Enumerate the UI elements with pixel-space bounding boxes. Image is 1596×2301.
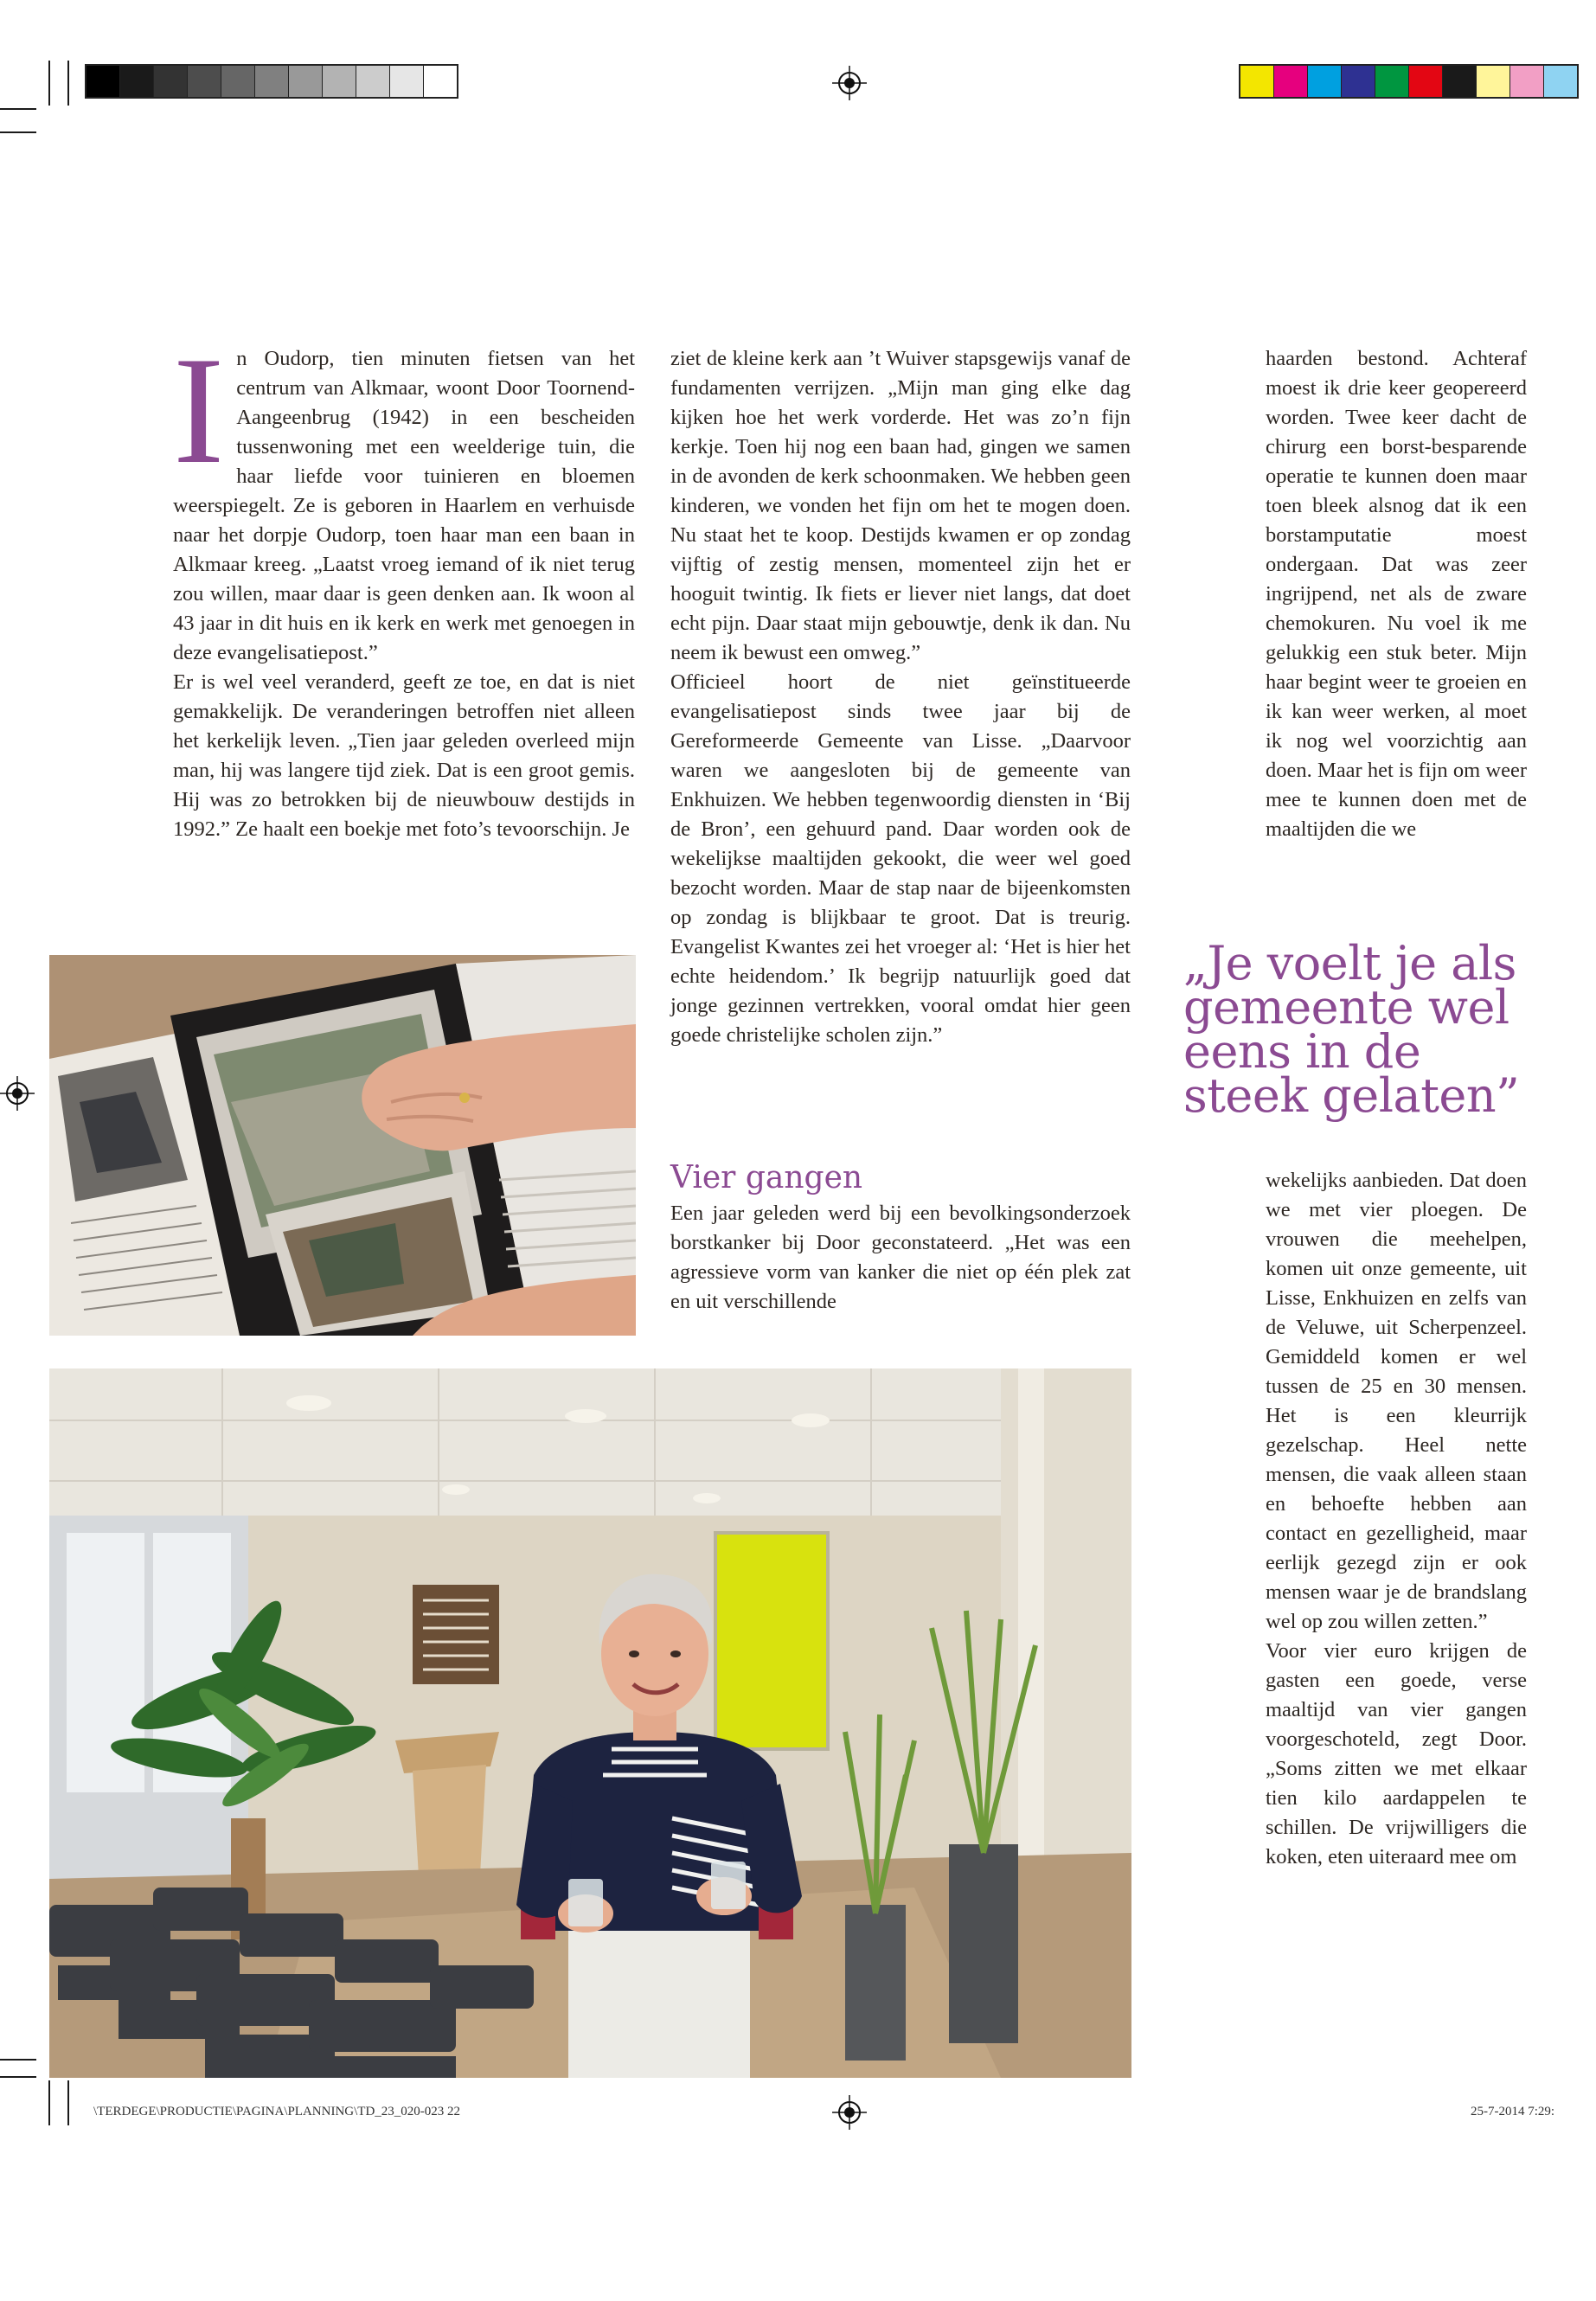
color-swatch-9 [1544,66,1577,97]
pull-quote: „Je voelt je als gemeente wel eens in de steek gelaten” [1183,936,1520,1123]
color-swatch-6 [1443,66,1477,97]
registration-mark-bottom [832,2095,867,2130]
color-swatch-1 [1274,66,1308,97]
process-colorbar [1239,64,1579,99]
gray-swatch-2 [154,66,188,97]
article-column-2b [670,1199,1131,1317]
grayscale-colorbar [85,64,458,99]
article-column-1 [173,324,635,844]
color-swatch-2 [1308,66,1342,97]
paragraph: Een jaar geleden werd bij een bevolkingsonderzoek borstkanker bij Door geconstateerd. „Het was een agressieve vorm van kanker die niet op één plek zat en uit verschillende [670,1202,1131,1313]
registration-mark-left [0,1076,35,1111]
paragraph: ziet de kleine kerk aan ’t Wuiver stapsgewijs vanaf de fundamenten verrijzen. „Mijn man ging elke dag kijken hoe het werk vorderde. Het was zo’n fijn kerkje. Toen hij nog een baan had, gingen we samen in de avonden de kerk schoonmaken. We hebben geen kinderen, we vonden het fijn om het te mogen doen. Nu staat het te koop. Destijds kwamen er op zondag vijftig of zestig mensen, momenteel zijn het er hooguit twintig. Ik fiets er liever niet langs, dat doet echt pijn. Daar staat mijn gebouwtje, denk ik dan. Nu neem ik bewust een omweg.” [670,347,1131,664]
gray-swatch-0 [87,66,120,97]
gray-swatch-9 [390,66,424,97]
article-column-2 [670,344,1131,1050]
color-swatch-0 [1240,66,1274,97]
gray-swatch-5 [255,66,289,97]
paragraph: haarden bestond. Achteraf moest ik drie keer geopereerd worden. Twee keer dacht de chirurg een borst-besparende operatie te kunnen doen maar toen bleek alsnog dat ik een borstamputatie moest ondergaan. Dat was zeer ingrijpend, net als de zware chemokuren. Nu voel ik me gelukkig een stuk beter. Mijn haar begint weer te groeien en ik kan weer werken, al moet ik nog wel voorzichtig aan doen. Maar het is fijn om weer mee te kunnen doen met de maaltijden die we [1266,347,1527,841]
paragraph: Officieel hoort de niet geïnstitueerde evangelisatiepost sinds twee jaar bij de Gereformeerde Gemeente van Lisse. „Daarvoor waren we aangesloten bij de gemeente van Enkhuizen. We hebben tegenwoordig diensten in ‘Bij de Bron’, een gehuurd pand. Daar worden ook de wekelijkse maaltijden gekookt, die weer wel goed bezocht worden. Maar de stap naar de bijeenkomsten op zondag is blijkbaar te groot. Dat is treurig. Evangelist Kwantes zei het vroeger al: ‘Het is hier het echte heidendom.’ Ik begrijp natuurlijk goed dat jonge gezinnen vertrekken, vooral omdat hier geen goede christelijke scholen zijn.” [670,670,1131,1047]
gray-swatch-8 [356,66,390,97]
gray-swatch-10 [424,66,457,97]
gray-swatch-6 [289,66,323,97]
color-swatch-3 [1342,66,1375,97]
footer-file-path: \TERDEGE\PRODUCTIE\PAGINA\PLANNING\TD_23_020-023 22 [93,2105,461,2118]
color-swatch-4 [1375,66,1409,97]
article-column-3b [1266,1166,1527,1872]
footer-datetime: 25-7-2014 7:29: [1471,2105,1555,2118]
photo-album-image [49,955,636,1336]
article-column-3 [1266,344,1527,844]
paragraph: Voor vier euro krijgen de gasten een goede, verse maaltijd van vier gangen voorgeschoteld, zegt Door. „Soms zitten we met elkaar tien kilo aardappelen te schillen. De vrijwilligers die koken, eten uiteraard mee om [1266,1639,1527,1868]
paragraph: Er is wel veel veranderd, geeft ze toe, en dat is niet gemakkelijk. De veranderingen betroffen niet alleen het kerkelijk leven. „Tien jaar geleden overleed mijn man, hij was langere tijd ziek. Dat is een groot gemis. Hij was zo betrokken bij de nieuwbouw destijds in 1992.” Ze haalt een boekje met foto’s tevoorschijn. Je [173,670,635,841]
gray-swatch-1 [120,66,154,97]
section-heading: Vier gangen [670,1160,863,1195]
gray-swatch-7 [323,66,356,97]
gray-swatch-4 [221,66,255,97]
color-swatch-7 [1477,66,1510,97]
portrait-photo [49,1368,1131,2078]
color-swatch-8 [1510,66,1544,97]
paragraph: n Oudorp, tien minuten fietsen van het centrum van Alkmaar, woont Door Toornend-Aangeenbrug (1942) in een bescheiden tussenwoning met een weelderige tuin, die haar liefde voor tuinieren en bloemen weerspiegelt. Ze is geboren in Haarlem en verhuisde naar het dorpje Oudorp, toen haar man een baan in Alkmaar kreeg. „Laatst vroeg iemand of ik niet terug zou willen, maar daar is geen denken aan. Ik woon al 43 jaar in dit huis en ik kerk en werk met genoegen in deze evangelisatiepost.” [173,347,635,664]
color-swatch-5 [1409,66,1443,97]
gray-swatch-3 [188,66,221,97]
paragraph: wekelijks aanbieden. Dat doen we met vier ploegen. De vrouwen die meehelpen, komen uit onze gemeente, uit Lisse, Enkhuizen en zelfs van de Veluwe, uit Scherpenzeel. Gemiddeld komen er wel tussen de 25 en 30 mensen. Het is een kleurrijk gezelschap. Heel nette mensen, die vaak alleen staan en behoefte hebben aan contact en gezelligheid, maar eerlijk gezegd zijn er ook mensen waar je de brandslang wel op zou willen zetten.” [1266,1169,1527,1633]
registration-mark-top [832,66,867,100]
drop-cap: I [173,324,225,496]
